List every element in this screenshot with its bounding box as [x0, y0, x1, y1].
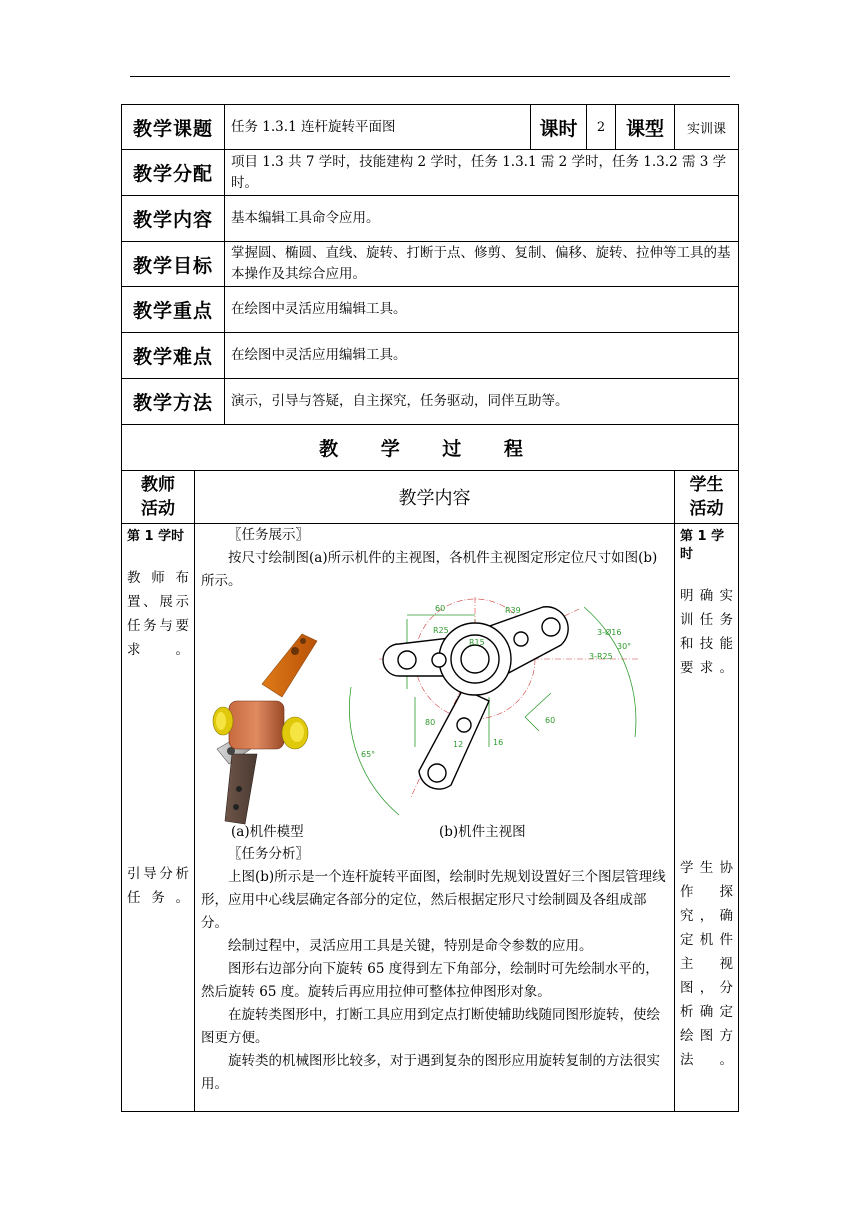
dim-label: 12 — [453, 740, 464, 749]
row-label: 教学目标 — [122, 242, 225, 287]
analysis-paragraph: 旋转类的机械图形比较多，对于遇到复杂的图形应用旋转复制的方法很实用。 — [201, 1053, 660, 1092]
process-body-row — [122, 524, 739, 1112]
dim-label: 16 — [493, 738, 504, 747]
row-value: 在绘图中灵活应用编辑工具。 — [225, 333, 739, 379]
dim-label: R25 — [433, 626, 449, 635]
content-cell — [195, 524, 675, 1112]
method-row — [122, 379, 739, 425]
part-outline — [383, 607, 568, 789]
analysis-paragraph: 上图(b)所示是一个连杆旋转平面图，绘制时先规划设置好三个图层管理线形，应用中心线层确定各部分的定位，然后根据定形尺寸绘制圆及各组成部分。 — [201, 869, 666, 931]
dim-label: 3-R25 — [589, 652, 613, 661]
row-label: 教学分配 — [122, 150, 225, 196]
type-value: 实训课 — [675, 105, 739, 150]
hours-label: 课时 — [531, 105, 587, 150]
topic-value: 任务 1.3.1 连杆旋转平面图 — [225, 105, 531, 150]
dim-label: 30° — [617, 642, 632, 651]
difficulty-row — [122, 333, 739, 379]
teacher-activity-cell — [122, 524, 195, 1112]
content-row — [122, 196, 739, 242]
row-value: 掌握圆、椭圆、直线、旋转、打断于点、修剪、复制、偏移、旋转、拉伸等工具的基本操作及其综合应用。 — [225, 242, 739, 287]
allocation-row — [122, 150, 739, 196]
dim-label: R39 — [505, 606, 521, 615]
figures-area — [201, 597, 668, 843]
key-point-row — [122, 287, 739, 333]
student-text-1: 明确实训任务和技能要求。 — [680, 588, 734, 676]
lesson-plan-table — [121, 104, 739, 1112]
dim-label: 60 — [545, 716, 556, 725]
task-show-heading: 〖任务展示〗 — [228, 527, 309, 543]
student-period: 第 1 学时 — [680, 529, 725, 562]
teacher-period: 第 1 学时 — [127, 529, 185, 544]
caption-b: (b)机件主视图 — [439, 824, 526, 840]
dim-label: 80 — [425, 718, 436, 727]
front-view-drawing — [339, 597, 639, 821]
topic-label: 教学课题 — [122, 105, 225, 150]
part-model-image — [207, 629, 327, 829]
topic-row — [122, 105, 739, 150]
header-rule — [130, 76, 730, 77]
hours-value: 2 — [587, 105, 616, 150]
process-title: 教 学 过 程 — [122, 425, 739, 471]
student-activity-header — [675, 471, 739, 524]
task-show-text: 按尺寸绘制图(a)所示机件的主视图，各机件主视图定形定位尺寸如图(b)所示。 — [201, 550, 658, 589]
process-title-row — [122, 425, 739, 471]
row-value: 基本编辑工具命令应用。 — [225, 196, 739, 242]
row-label: 教学方法 — [122, 379, 225, 425]
analysis-paragraph: 图形右边部分向下旋转 65 度得到左下角部分，绘制时可先绘制水平的，然后旋转 65 度。旋转后再应用拉伸可整体拉伸图形对象。 — [201, 961, 659, 1000]
dim-label: 60 — [435, 604, 446, 613]
row-label: 教学难点 — [122, 333, 225, 379]
content-header: 教学内容 — [195, 471, 675, 524]
teacher-text-2: 引导分析任务。 — [127, 866, 189, 906]
row-value: 项目 1.3 共 7 学时，技能建构 2 学时，任务 1.3.1 需 2 学时，任务 1.3.2 需 3 学时。 — [225, 150, 739, 196]
process-header-row — [122, 471, 739, 524]
student-text-2: 学生协作探究，确定机件主视图，分析确定绘图方法。 — [680, 860, 734, 1068]
objective-row — [122, 242, 739, 287]
row-value: 演示，引导与答疑，自主探究，任务驱动，同伴互助等。 — [225, 379, 739, 425]
student-activity-header-text: 学生活动 — [689, 475, 724, 519]
student-activity-cell — [675, 524, 739, 1112]
dim-label: R15 — [469, 638, 485, 647]
dim-label: 3-Ø16 — [597, 628, 622, 637]
row-value: 在绘图中灵活应用编辑工具。 — [225, 287, 739, 333]
analysis-paragraph: 在旋转类图形中，打断工具应用到定点打断使辅助线随同图形旋转，使绘图更方便。 — [201, 1007, 660, 1046]
caption-a: (a)机件模型 — [231, 824, 304, 840]
task-analysis-heading: 〖任务分析〗 — [228, 846, 309, 862]
type-label: 课型 — [616, 105, 675, 150]
teacher-activity-header — [122, 471, 195, 524]
dim-label: 65° — [361, 750, 376, 759]
row-label: 教学内容 — [122, 196, 225, 242]
row-label: 教学重点 — [122, 287, 225, 333]
teacher-activity-header-text: 教师活动 — [140, 475, 175, 519]
teacher-text-1: 教师布置、展示任务与要求。 — [127, 570, 189, 658]
analysis-paragraph: 绘制过程中，灵活应用工具是关键，特别是命令参数的应用。 — [228, 938, 593, 954]
